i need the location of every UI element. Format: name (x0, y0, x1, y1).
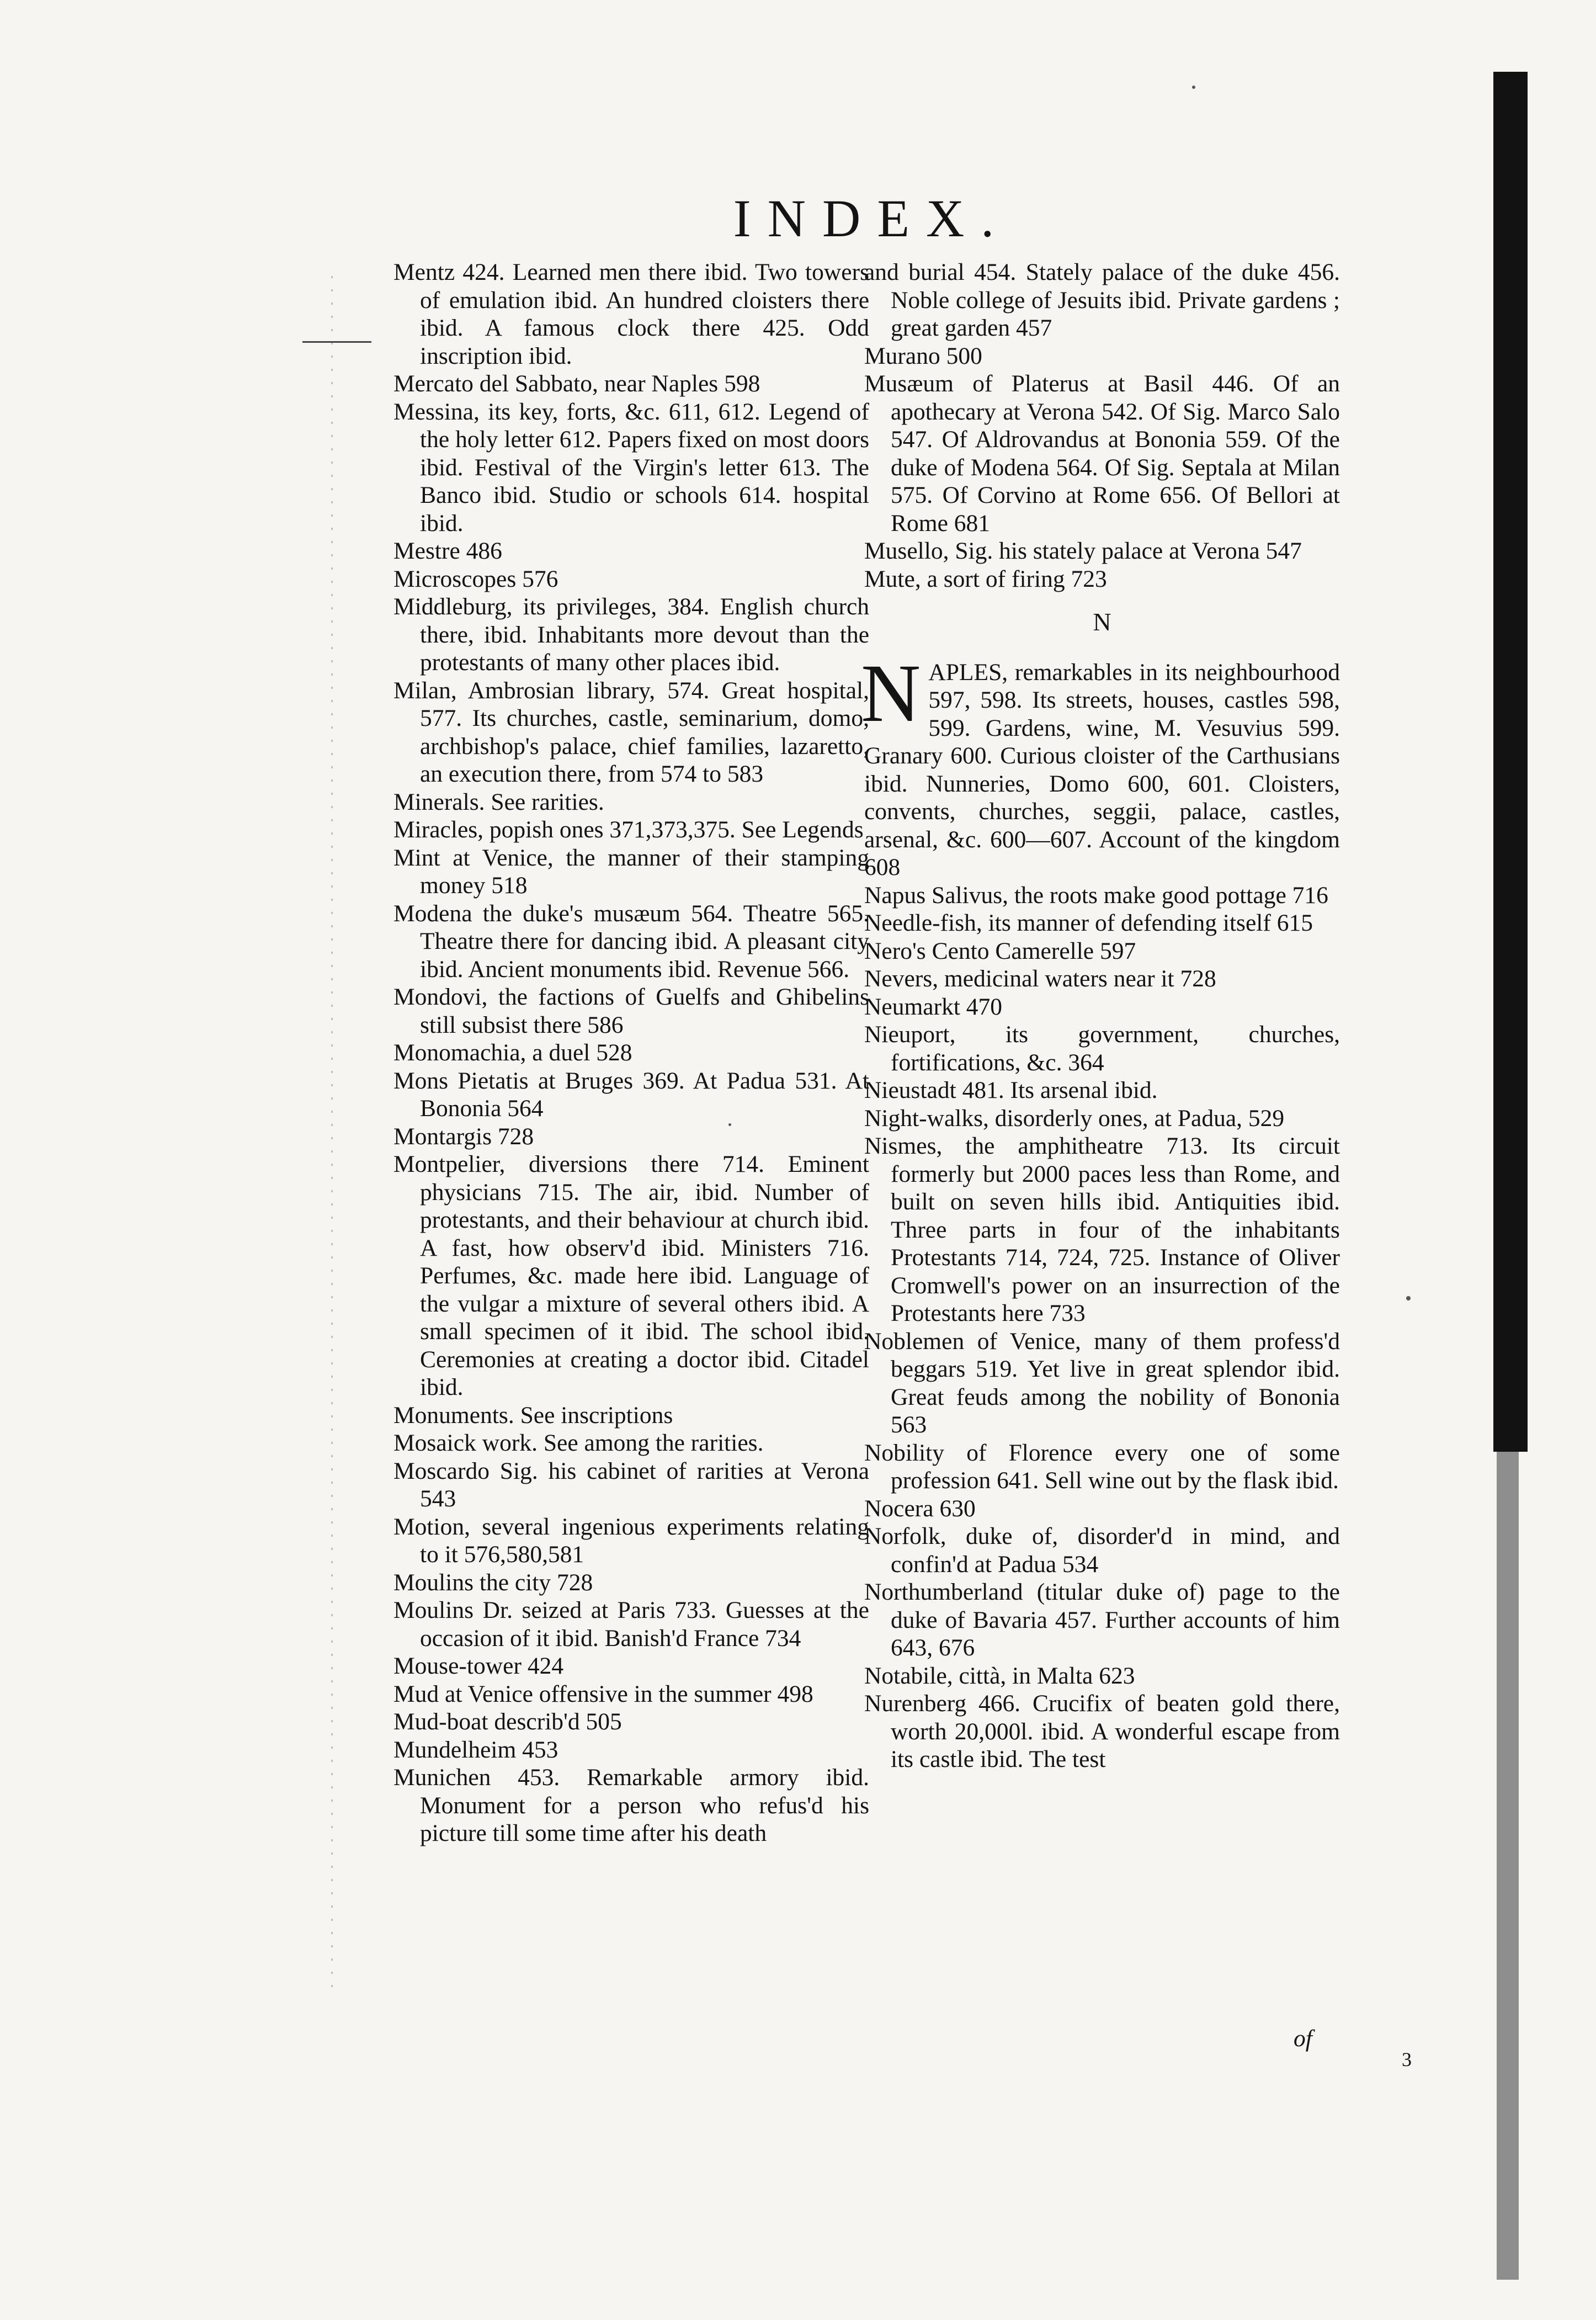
section-letter-heading: N (1093, 608, 1111, 636)
index-entry: Mercato del Sabbato, near Naples 598 (393, 370, 760, 397)
index-entry: Modena the duke's musæum 564. Theatre 565. Theatre there for dancing ibid. A pleasant city ibid. Ancient monuments ibid. Revenue 566. (393, 900, 869, 983)
right-column-top-entries (864, 258, 1340, 593)
index-entry: Munichen 453. Remarkable armory ibid. Monument for a person who refus'd his picture till some time after his death (393, 1764, 869, 1846)
index-entry: Nevers, medicinal waters near it 728 (864, 965, 1216, 992)
right-column-bottom-entries (864, 882, 1340, 1774)
index-entry: Montargis 728 (393, 1123, 534, 1150)
index-entry: Northumberland (titular duke of) page to the duke of Bavaria 457. Further accounts of him 643, 676 (864, 1579, 1340, 1661)
index-entry: Mouse-tower 424 (393, 1653, 564, 1679)
paper-speck (1192, 86, 1195, 89)
catchword: of (1294, 2025, 1312, 2052)
index-entry: Microscopes 576 (393, 565, 558, 592)
index-entry: Milan, Ambrosian library, 574. Great hospital, 577. Its churches, castle, seminarium, domo, archbishop's palace, chief families, lazaretto, an execution there, from 574 to 583 (393, 677, 869, 787)
index-entry: Mint at Venice, the manner of their stamping money 518 (393, 844, 869, 899)
index-entry: Miracles, popish ones 371,373,375. See Legends (393, 816, 864, 843)
drop-capital: N (861, 647, 921, 739)
book-gutter-shadow (1493, 72, 1528, 1452)
running-title: INDEX. (733, 189, 1011, 248)
index-entry: Mosaick work. See among the rarities. (393, 1430, 764, 1456)
index-entry: Monuments. See inscriptions (393, 1401, 673, 1429)
naples-entry-text: APLES, remarkables in its neighbourhood 597, 598. Its streets, houses, castles 598, 599. Gardens, wine, M. Vesuvius 599. Granary 600. Curious cloister of the Carthusians ibid. Nunneries, Domo 600, 601. Cloisters, convents, churches, seggii, palace, castles, arsenal, &c. 600—607. Account of the kingdom 608 (864, 659, 1340, 880)
index-entry: Moulins the city 728 (393, 1569, 593, 1596)
index-entry: Nurenberg 466. Crucifix of beaten gold there, worth 20,000l. ibid. A wonderful escape from its castle ibid. The test (864, 1690, 1340, 1772)
index-entry: Nobility of Florence every one of some profession 641. Sell wine out by the flask ibid. (864, 1439, 1340, 1494)
index-entry: Mud-boat describ'd 505 (393, 1708, 622, 1735)
index-entry: Mentz 424. Learned men there ibid. Two towers of emulation ibid. An hundred cloisters there ibid. A famous clock there 425. Odd inscription ibid. (393, 259, 869, 369)
index-entry: Nocera 630 (864, 1495, 976, 1522)
index-entry: Messina, its key, forts, &c. 611, 612. Legend of the holy letter 612. Papers fixed on most doors ibid. Festival of the Virgin's letter 613. The Banco ibid. Studio or schools 614. hospital ibid. (393, 398, 869, 537)
index-entry: Mestre 486 (393, 538, 502, 564)
index-entry: Neumarkt 470 (864, 993, 1003, 1020)
index-entry: Mondovi, the factions of Guelfs and Ghibelins still subsist there 586 (393, 984, 869, 1038)
index-entry: and burial 454. Stately palace of the duke 456. Noble college of Jesuits ibid. Private gardens ; great garden 457 (864, 259, 1340, 341)
index-entry: Notabile, città, in Malta 623 (864, 1662, 1135, 1689)
index-entry: Nieustadt 481. Its arsenal ibid. (864, 1077, 1158, 1103)
margin-ink-mark (302, 341, 371, 343)
index-entry: Montpelier, diversions there 714. Eminent physicians 715. The air, ibid. Number of protestants, and their behaviour at church ibid. A fast, how observ'd ibid. Ministers 716. Perfumes, &c. made here ibid. Language of the vulgar a mixture of several others ibid. A small specimen of it ibid. The school ibid. Ceremonies at creating a doctor ibid. Citadel ibid. (393, 1151, 869, 1400)
paper-speck (1406, 1296, 1411, 1300)
index-entry: Middleburg, its privileges, 384. English church there, ibid. Inhabitants more devout than the protestants of many other places ibid. (393, 593, 869, 676)
index-entry: Norfolk, duke of, disorder'd in mind, and confin'd at Padua 534 (864, 1523, 1340, 1578)
margin-dotted-rule (331, 276, 333, 1987)
index-entry: Motion, several ingenious experiments relating to it 576,580,581 (393, 1513, 869, 1568)
index-entry: Mons Pietatis at Bruges 369. At Padua 531. At Bononia 564 (393, 1067, 869, 1122)
index-entry: Moulins Dr. seized at Paris 733. Guesses at the occasion of it ibid. Banish'd France 734 (393, 1597, 869, 1652)
book-gutter-shadow-lower (1497, 1452, 1519, 2280)
index-entry: Minerals. See rarities. (393, 788, 604, 815)
index-entry: Mud at Venice offensive in the summer 498 (393, 1680, 813, 1707)
index-entry: Mute, a sort of firing 723 (864, 565, 1107, 592)
index-entry-naples (861, 647, 1340, 882)
index-entry: Murano 500 (864, 342, 982, 369)
index-column-right (861, 258, 1340, 1774)
index-entry: Napus Salivus, the roots make good pottage 716 (864, 882, 1328, 909)
index-column-left (393, 258, 869, 1847)
index-entry: Night-walks, disorderly ones, at Padua, 529 (864, 1105, 1285, 1132)
signature-mark: 3 (1402, 2048, 1412, 2071)
index-entry: Noblemen of Venice, many of them profess'd beggars 519. Yet live in great splendor ibid. Great feuds among the nobility of Bononia 563 (864, 1328, 1340, 1438)
index-entry: Monomachia, a duel 528 (393, 1039, 632, 1066)
index-entry: Moscardo Sig. his cabinet of rarities at Verona 543 (393, 1457, 869, 1512)
index-entry: Needle-fish, its manner of defending itself 615 (864, 910, 1313, 936)
index-entry: Musello, Sig. his stately palace at Verona 547 (864, 538, 1302, 564)
index-entry: Nismes, the amphitheatre 713. Its circuit formerly but 2000 paces less than Rome, and built on seven hills ibid. Antiquities ibid. Three parts in four of the inhabitants Protestants 714, 724, 725. Instance of Oliver Cromwell's power on an insurrection of the Protestants here 733 (864, 1133, 1340, 1326)
index-entry: Musæum of Platerus at Basil 446. Of an apothecary at Verona 542. Of Sig. Marco Salo 547. Of Aldrovandus at Bononia 559. Of the duke of Modena 564. Of Sig. Septala at Milan 575. Of Corvino at Rome 656. Of Bellori at Rome 681 (864, 370, 1340, 537)
index-entry: Nero's Cento Camerelle 597 (864, 937, 1136, 964)
index-entry: Nieuport, its government, churches, fortifications, &c. 364 (864, 1021, 1340, 1076)
index-entry: Mundelheim 453 (393, 1736, 558, 1763)
